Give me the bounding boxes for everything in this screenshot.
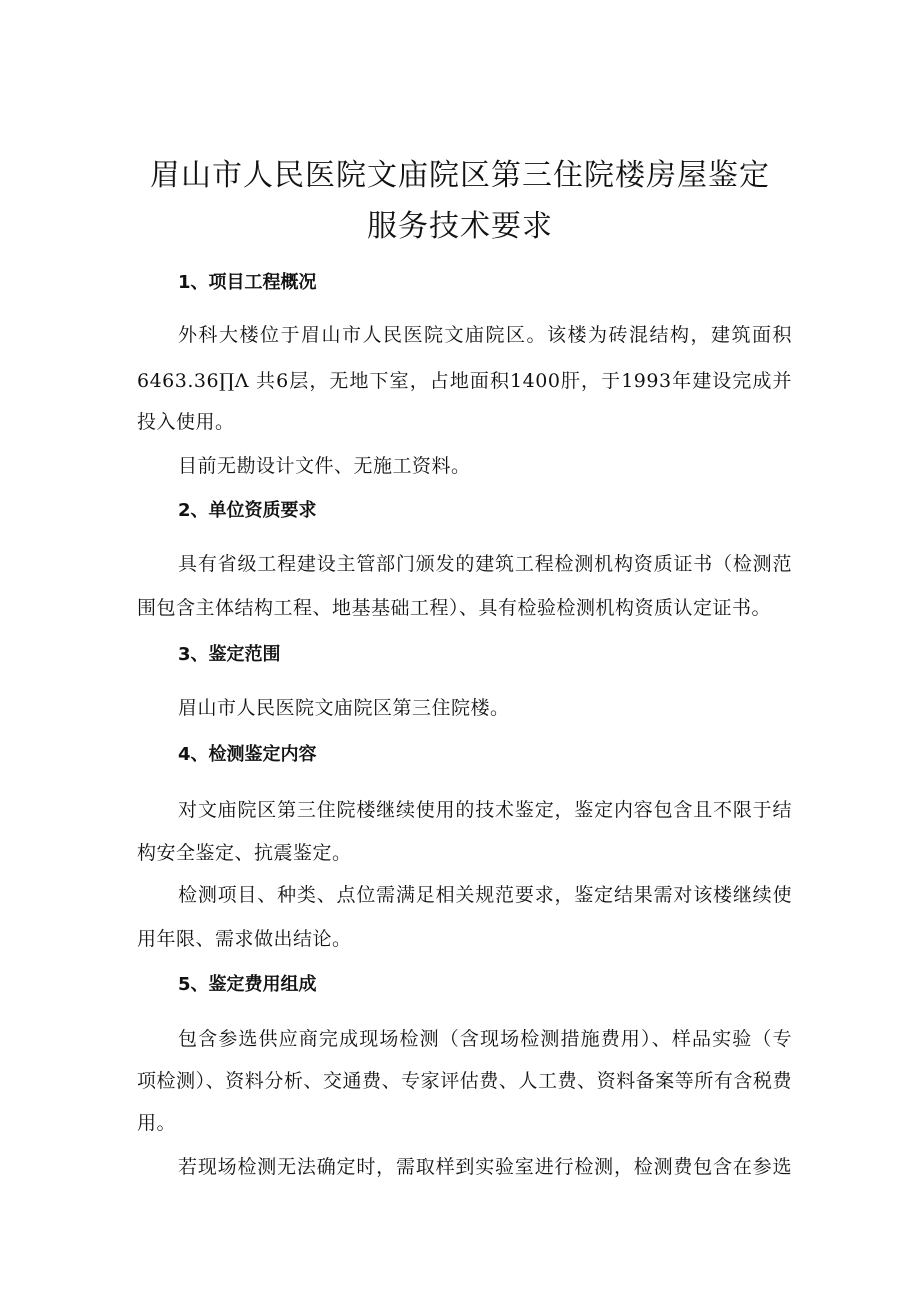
paragraph-line: 对文庙院区第三住院楼继续使用的技术鉴定，鉴定内容包含且不限于结	[178, 799, 792, 821]
paragraph-line: 目前无勘设计文件、无施工资料。	[178, 455, 471, 477]
paragraph-line: 具有省级工程建设主管部门颁发的建筑工程检测机构资质证书（检测范	[178, 553, 792, 575]
paragraph-line: 项检测）、资料分析、交通费、专家评估费、人工费、资料备案等所有含税费	[137, 1070, 792, 1092]
paragraph-line: 围包含主体结构工程、地基基础工程）、具有检验检测机构资质认定证书。	[137, 597, 772, 619]
paragraph-line: 眉山市人民医院文庙院区第三住院楼。	[178, 697, 510, 719]
paragraph-line: 包含参选供应商完成现场检测（含现场检测措施费用）、样品实验（专	[178, 1028, 792, 1050]
paragraph-line: 构安全鉴定、抗震鉴定。	[137, 842, 352, 864]
paragraph-line: 投入使用。	[137, 411, 235, 433]
paragraph-line: 6463.36∏Λ 共6层，无地下室，占地面积1400肝，于1993年建设完成并	[137, 370, 792, 392]
section-heading-2: 2、单位资质要求	[178, 500, 317, 521]
paragraph-line: 用。	[137, 1112, 177, 1134]
paragraph-line: 若现场检测无法确定时，需取样到实验室进行检测，检测费包含在参选	[178, 1156, 792, 1178]
document-title-line2: 服务技术要求	[367, 209, 553, 244]
document-title-line1: 眉山市人民医院文庙院区第三住院楼房屋鉴定	[150, 158, 770, 193]
section-heading-3: 3、鉴定范围	[178, 644, 281, 665]
paragraph-line: 用年限、需求做出结论。	[137, 928, 352, 950]
paragraph-line: 外科大楼位于眉山市人民医院文庙院区。该楼为砖混结构，建筑面积	[178, 324, 792, 346]
section-heading-5: 5、鉴定费用组成	[178, 974, 317, 995]
paragraph-line: 检测项目、种类、点位需满足相关规范要求，鉴定结果需对该楼继续使	[178, 884, 792, 906]
section-heading-4: 4、检测鉴定内容	[178, 744, 317, 765]
section-heading-1: 1、项目工程概况	[178, 272, 317, 293]
